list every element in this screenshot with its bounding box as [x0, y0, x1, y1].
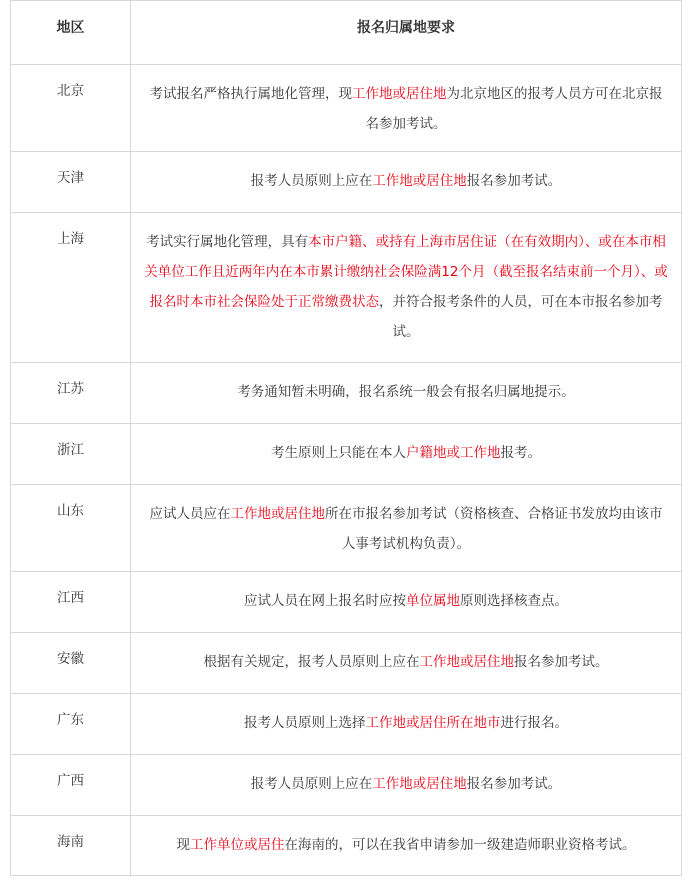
requirement-cell — [131, 572, 682, 633]
header-region: 地区 — [11, 1, 131, 65]
requirement-cell — [131, 424, 682, 485]
requirement-text: 考试实行属地化管理，具有 — [146, 234, 309, 250]
table-row — [11, 213, 682, 363]
table-row — [11, 152, 682, 213]
highlighted-text: 工作地或居住地 — [230, 506, 325, 522]
requirement-cell — [131, 694, 682, 755]
requirement-text: 报考人员原则上选择 — [244, 715, 366, 731]
region-cell: 北京 — [11, 65, 131, 152]
highlighted-text: 工作地或居住地 — [372, 776, 467, 792]
requirement-cell — [131, 816, 682, 876]
registration-region-table — [10, 0, 682, 876]
highlighted-text: 单位属地 — [406, 593, 460, 609]
region-cell: 天津 — [11, 152, 131, 213]
table-row — [11, 633, 682, 694]
requirement-text: 在海南的，可以在我省申请参加一级建造师职业资格考试。 — [284, 837, 636, 853]
highlighted-text: 工作地或居住地 — [372, 173, 467, 189]
table-row — [11, 694, 682, 755]
header-requirement: 报名归属地要求 — [131, 1, 682, 65]
requirement-text: 报名参加考试。 — [514, 654, 609, 670]
requirement-text: 考试报名严格执行属地化管理，现 — [149, 86, 352, 102]
region-cell: 山东 — [11, 485, 131, 572]
requirement-text: 报考。 — [500, 445, 541, 461]
requirement-cell — [131, 633, 682, 694]
highlighted-text: 工作地或居住地 — [419, 654, 514, 670]
requirement-text: 为北京地区的报考人员方可在北京报名参加考试。 — [365, 86, 663, 132]
requirement-cell — [131, 363, 682, 424]
requirement-text: ，并符合报考条件的人员，可在本市报名参加考试。 — [379, 294, 663, 340]
requirement-cell — [131, 213, 682, 363]
table-row — [11, 485, 682, 572]
requirement-text: 现 — [176, 837, 190, 853]
region-cell: 海南 — [11, 816, 131, 876]
region-cell: 广西 — [11, 755, 131, 816]
region-cell: 上海 — [11, 213, 131, 363]
requirement-text: 报考人员原则上应在 — [250, 776, 373, 792]
table-row — [11, 65, 682, 152]
requirement-text: 考生原则上只能在本人 — [271, 445, 406, 461]
highlighted-text: 工作地或居住地 — [352, 86, 447, 102]
table-body — [11, 65, 682, 876]
requirement-text: 应试人员应在 — [149, 506, 231, 522]
requirement-cell — [131, 485, 682, 572]
table-row — [11, 363, 682, 424]
requirement-text: 报名参加考试。 — [466, 173, 562, 189]
requirement-text: 根据有关规定，报考人员原则上应在 — [203, 654, 420, 670]
requirement-text: 进行报名。 — [500, 715, 568, 731]
region-cell: 江西 — [11, 572, 131, 633]
highlighted-text: 工作单位或居住 — [190, 837, 285, 853]
table-row — [11, 572, 682, 633]
table-row — [11, 755, 682, 816]
region-cell: 广东 — [11, 694, 131, 755]
requirement-text: 报考人员原则上应在 — [250, 173, 373, 189]
table-header-row — [11, 1, 682, 65]
requirement-text: 原则选择核查点。 — [460, 593, 568, 609]
requirement-text: 报名参加考试。 — [466, 776, 562, 792]
region-cell: 江苏 — [11, 363, 131, 424]
region-cell: 安徽 — [11, 633, 131, 694]
requirement-text: 所在市报名参加考试（资格核查、合格证书发放均由该市人事考试机构负责）。 — [325, 506, 663, 552]
requirement-cell — [131, 152, 682, 213]
requirement-text: 考务通知暂未明确，报名系统一般会有报名归属地提示。 — [237, 384, 575, 400]
requirement-text: 应试人员在网上报名时应按 — [244, 593, 406, 609]
highlighted-text: 工作地或居住所在地市 — [365, 715, 501, 731]
region-cell: 浙江 — [11, 424, 131, 485]
table-row — [11, 424, 682, 485]
requirement-cell — [131, 755, 682, 816]
requirement-cell — [131, 65, 682, 152]
highlighted-text: 户籍地或工作地 — [406, 445, 501, 461]
table-row — [11, 816, 682, 876]
highlighted-text: 本市户籍、或持有上海市居住证（在有效期内）、或在本市相关单位工作且近两年内在本市累计缴纳社会保险满12个月（截至报名结束前一个月）、或报名时本市社会保险处于正常缴费状态 — [144, 234, 668, 310]
